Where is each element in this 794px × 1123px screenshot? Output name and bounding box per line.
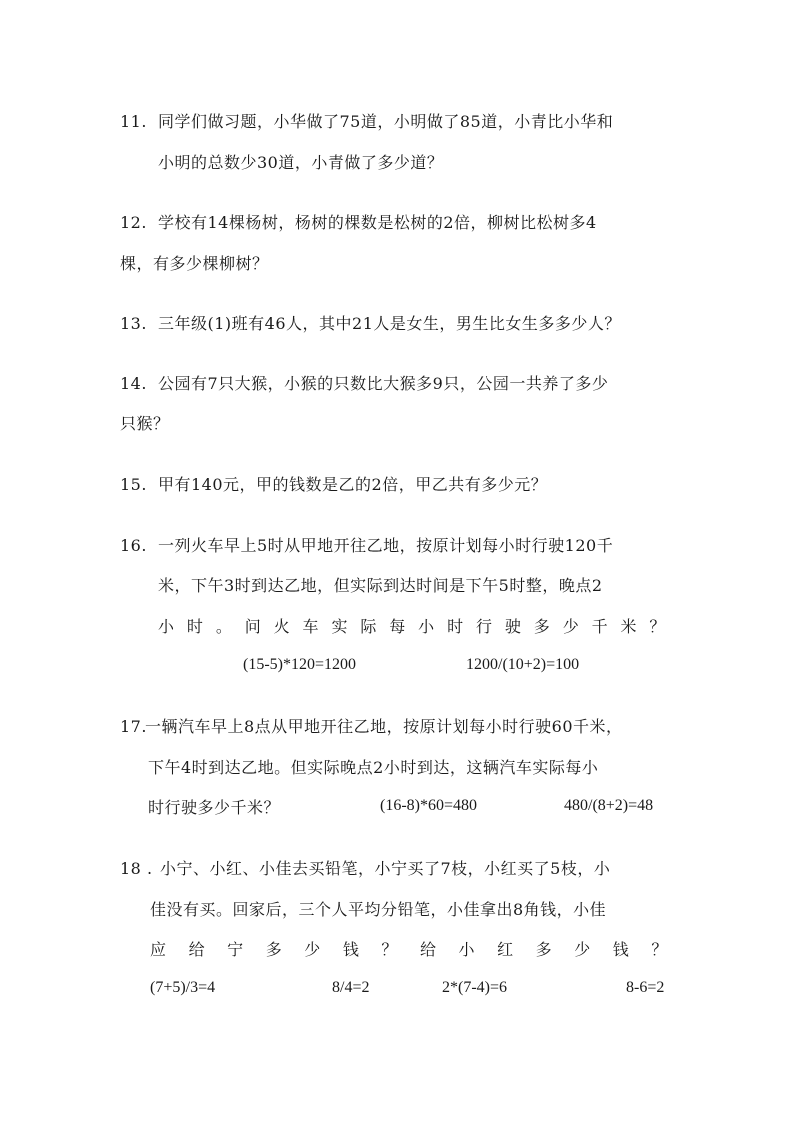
problem-16-formula-2: 1200/(10+2)=100	[466, 656, 580, 673]
problem-18-formula-4: 8-6=2	[626, 979, 665, 996]
problem-17-number: 17.	[120, 717, 147, 736]
problem-17-formula-2: 480/(8+2)=48	[564, 797, 654, 814]
problem-18-formula-2: 8/4=2	[332, 979, 370, 996]
problem-14-line-1: 公园有7只大猴，小猴的只数比大猴多9只，公园一共养了多少	[158, 374, 609, 393]
problem-17-line-3: 时行驶多少千米？	[148, 798, 281, 817]
problem-14-number: 14.	[120, 374, 147, 393]
problem-11-line-1: 同学们做习题，小华做了75道，小明做了85道，小青比小华和	[158, 112, 614, 131]
problem-17-formula-1: (16-8)*60=480	[380, 797, 478, 814]
problem-12-number: 12.	[120, 213, 147, 232]
problem-18-line-3	[150, 939, 668, 961]
problem-13-line-1: 三年级(1)班有46人，其中21人是女生，男生比女生多多少人？	[158, 314, 621, 333]
problem-17-line-1: 一辆汽车早上8点从甲地开往乙地，按原计划每小时行驶60千米，	[145, 717, 623, 736]
problem-16-line-3	[158, 616, 666, 638]
problem-11-number: 11.	[120, 112, 147, 131]
problem-17-line-2: 下午4时到达乙地。但实际晚点2小时到达，这辆汽车实际每小	[148, 758, 599, 777]
problem-16-line-3-text: 小 时 。 问 火 车 实 际 每 小 时 行 驶 多 少 千 米 ？	[158, 617, 666, 636]
problem-12-line-1: 学校有14棵杨树，杨树的棵数是松树的2倍，柳树比松树多4	[158, 213, 597, 232]
problem-18-formula-3: 2*(7-4)=6	[442, 979, 508, 996]
problem-18-line-3-text: 应 给 宁 多 少 钱 ？ 给 小 红 多 少 钱 ？	[150, 940, 668, 959]
problem-14-line-2: 只猴？	[120, 414, 170, 433]
problem-15-line-1: 甲有140元，甲的钱数是乙的2倍，甲乙共有多少元？	[158, 475, 548, 494]
problem-13-number: 13.	[120, 314, 147, 333]
problem-16-formula-1: (15-5)*120=1200	[243, 656, 357, 673]
problem-16-number: 16.	[120, 536, 147, 555]
problem-12-line-2: 棵，有多少棵柳树？	[120, 254, 269, 273]
problem-18-number: 18 .	[120, 859, 153, 878]
problem-16-line-1: 一列火车早上5时从甲地开往乙地，按原计划每小时行驶120千	[158, 536, 614, 555]
problem-18-formula-1: (7+5)/3=4	[150, 979, 216, 996]
problem-18-line-2: 佳没有买。回家后，三个人平均分铅笔，小佳拿出8角钱，小佳	[150, 900, 607, 919]
problem-16-line-2: 米，下午3时到达乙地，但实际到达时间是下午5时整，晚点2	[158, 576, 603, 595]
problem-18-line-1: 小宁、小红、小佳去买铅笔，小宁买了7枝，小红买了5枝，小	[160, 859, 611, 878]
problem-15-number: 15.	[120, 475, 147, 494]
problem-11-line-2: 小明的总数少30道，小青做了多少道？	[158, 153, 444, 172]
